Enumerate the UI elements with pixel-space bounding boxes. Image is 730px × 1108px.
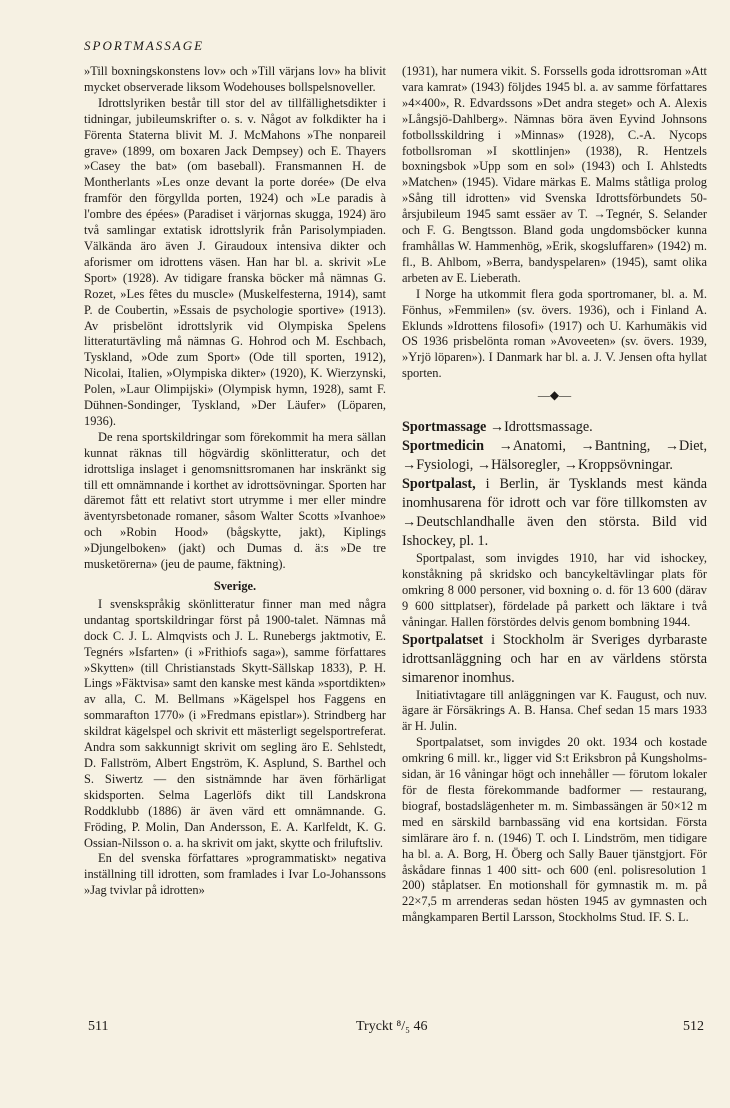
paragraph: (1931), har numera vikit. S. Forssells goda idrottsroman »Att vara kamrat» (1943) följdes 1945 bl. a. av samme författares »4×400», R. Edvardssons »Det andra steget» och A. Alexis »Långsjö-Dahlberg». Nämnas böra även Eyvind Johnsons fotbollsskildring i »Minnas» (1928), C.-A. Nycops fotbollsroman »I skottlinjen» (1938), R. Hentzels boxningsbok »Upp som en sol» (1943) och I. Ahlstedts »Matchen» (1945). Vidare märkas E. Malms ståtliga prolog »Sång till idrotten» vid Svenska Idrottsförbundets 50-årsjubileum 1945 samt essäer av T. →Tegnér, S. Selander och F. G. Bengtsson. Bland goda ungdomsböcker kunna framhållas W. Hammenhög, »Erik, skogsluffaren» (1942) m. fl., B. Ahlbom, »Berra, bandyspelaren» (1945), samt olika arbeten av E. Lieberath. — [402, 64, 707, 285]
paragraph: De rena sportskildringar som förekommit ha mera sällan kunnat räknas till högvärdig skönlitteratur, och det idrottsliga inslaget i genomsnittsromanen har inskränkt sig till ett omnämnande i korthet av idrottsövningar. Sporten har däremot fått ett relativt stort utrymme i mer eller mindre äventyrsbetonade romaner, såsom Walter Scotts »Ivanhoe» och »Robin Hood» (bågskytte, jakt), Kiplings »Djungelboken» (jakt) och Dumas d. ä:s »De tre musketörerna» (jeu de paume, fäktning). — [84, 429, 386, 572]
entry-text: i Stockholm är Sveriges dyrbaraste idrottsanläggning och har en av världens största simarenor inomhus. — [402, 631, 708, 686]
right-column — [402, 64, 707, 926]
entry-sportmedicin — [402, 437, 707, 475]
entry-sportpalast — [402, 475, 707, 551]
entry-text: →Idrottsmassage. — [489, 419, 593, 436]
paragraph: I Norge ha utkommit flera goda sportromaner, bl. a. M. Fönhus, »Femmilen» (sv. övers. 1936), och i Finland A. Eklunds »Idrottens filosofi» (1917) och U. Karhumäkis vid OS 1936 prisbelönta roman »Avoveeten» (sv. övers. 1939, »Yrjö löparen»). I Danmark har bl. a. J. V. Jensen ofta hyllat sporten. — [402, 286, 707, 381]
paragraph: Sportpalast, som invigdes 1910, har vid ishockey, konståkning på skridsko och bancykeltävlingar plats för omkring 8 000 personer, vid boxning o. d. för 13 600 (därav 9 600 sittplatser), fördelade på parkett och läktare i två våningar. Hallen förstördes delvis genom bombning 1944. — [402, 551, 707, 629]
entry-sportmassage — [402, 418, 707, 437]
entry-text: i Berlin, är Tysklands mest kända inomhusarena för idrott och var före tillkomsten av →Deutschlandhalle även den största. Bild vid Ishockey, pl. 1. — [402, 476, 708, 550]
paragraph: En del svenska författares »programmatiskt» negativa inställning till idrotten, som framlades i Ivar Lo-Johanssons »Jag tvivlar på idrotten» — [84, 851, 386, 898]
left-column — [84, 64, 386, 899]
running-head: SPORTMASSAGE — [84, 38, 205, 53]
page-number-right: 512 — [683, 1019, 704, 1034]
print-date: Tryckt ⁸/₅ 46 — [356, 1019, 428, 1034]
paragraph: Idrottslyriken består till stor del av tillfällighetsdikter i tidningar, jubileumskrifter o. s. v. Något av folkdikter ha i Förenta Staterna blivit M. J. McMahons »The nonpareil grave» (1899, om boxaren Jack Dempsey) och E. Thayers »Casey the bat» (om baseball). Fransmannen H. de Montherlants »Les onze devant la porte dorée» (De elva framför den förgyllda porten, 1924) och »Le paradis à l'ombre des épées» (Paradiset i värjornas skugga, 1924) äro två samlingar extatisk idrottslyrik från Parisolympiaden. Välkända äro även J. Giraudoux intensiva dikter och aforismer om idrottens väsen. Han har bl. a. skrivit »Le Sport» (1928). Av tidigare franska böcker må nämnas G. Rozet, »Les fêtes du muscle» (Muskelfesterna, 1914), samt P. de Coubertin, »Essais de psychologie sportive» (1913). Av prisbelönt idrottslyrik vid Olympiska Spelens litteraturtävling må nämnas G. Hohrod och M. Eschbach, Tyskland, »Ode zum Sport» (Ode till sporten, 1912), Nicolai, Italien, »Olympiska dikter» (1920), K. Wierzynski, Polen, »Laur Olimpijski» (Olympisk hymn, 1928), samt F. Dühnen-Sondinger, Tyskland, »Der Läufer» (Löparen, 1936). — [84, 95, 386, 428]
section-heading: Sverige. — [213, 579, 257, 593]
entry-text: →Anatomi, →Bantning, →Diet, →Fysiologi, →Hälsoregler, →Kroppsövningar. — [402, 438, 707, 474]
paragraph: I svenskspråkig skönlitteratur finner man med några undantag sportskildringar först på 1900-talet. Nämnas må dock C. J. L. Almqvists och J. L. Runebergs jaktmotiv, E. Tegnérs »Isfarten» (i »Frithiofs saga»), samme författares »Skytten» (till Christianstads Skytt-Sällskap 1833), P. H. Lings »Fäktvisa» samt den kanske mest kända »sportdikten» av alla, C. M. Bellmans »Kägelspel hos Faggens en sommarafton 1770» (i »Fredmans epistlar»). Strindberg har skildrat kägelspel och skrivit ett mästerligt segelsportreferat. Andra som sakkunnigt skrivit om segling äro E. Sehlstedt, D. Fallström, Albert Engström, K. Asplund, S. Barthel och S. Siwertz — den sistnämnde har även förhärligat skidsporten. Selma Lagerlöfs dikt till Landskrona Roddklubb (1886) är även värd ett omnämnande. G. Fröding, P. Molin, Dan Andersson, E. A. Karlfeldt, K. G. Ossian-Nilsson o. a. ha skrivit om jakt, skytte och friluftsliv. — [84, 596, 386, 850]
paragraph: Sportpalatset, som invigdes 20 okt. 1934 och kostade omkring 6 mill. kr., ligger vid S:t Eriksbron på Kungsholms-sidan, är 16 våningar högt och innehåller — förutom lokaler för de flesta förekommande badformer — restaurang, biograf, bostadslägenheter m. m. Simbassängen är 50×12 m med en särskild barnbassäng vid ena kortsidan. Första simlärare äro f. n. (1946) T. och I. Lindström, men tidigare ha bl. a. A. Borg, H. Öberg och Sally Bauer tjänstgjort. För åskådare finnas 1 400 sitt- och 600 (enl. polisresolution 1 200) ståplatser. En motionshall för gymnastik m. m. på 22×7,5 m arrenderas sedan hösten 1945 av gymnasten och mångkamparen Bertil Larsson, Stockholms Stud. IF. S. L. — [402, 735, 707, 925]
entry-headword: Sportmedicin — [402, 438, 484, 455]
entry-headword: Sportpalatset — [402, 631, 484, 648]
page-number-left: 511 — [88, 1019, 109, 1034]
entry-headword: Sportpalast, — [402, 476, 476, 493]
entry-headword: Sportmassage — [402, 419, 487, 436]
divider: —◆— — [537, 388, 572, 403]
paragraph: »Till boxningskonstens lov» och »Till värjans lov» ha blivit mycket observerade liksom Wodehouses bollspelsnoveller. — [84, 64, 386, 94]
entry-sportpalatset — [402, 631, 707, 688]
paragraph: Initiativtagare till anläggningen var K. Faugust, och nuv. ägare är Försäkrings A. B. Hansa. Chef sedan 15 mars 1933 är H. Julin. — [402, 687, 707, 734]
